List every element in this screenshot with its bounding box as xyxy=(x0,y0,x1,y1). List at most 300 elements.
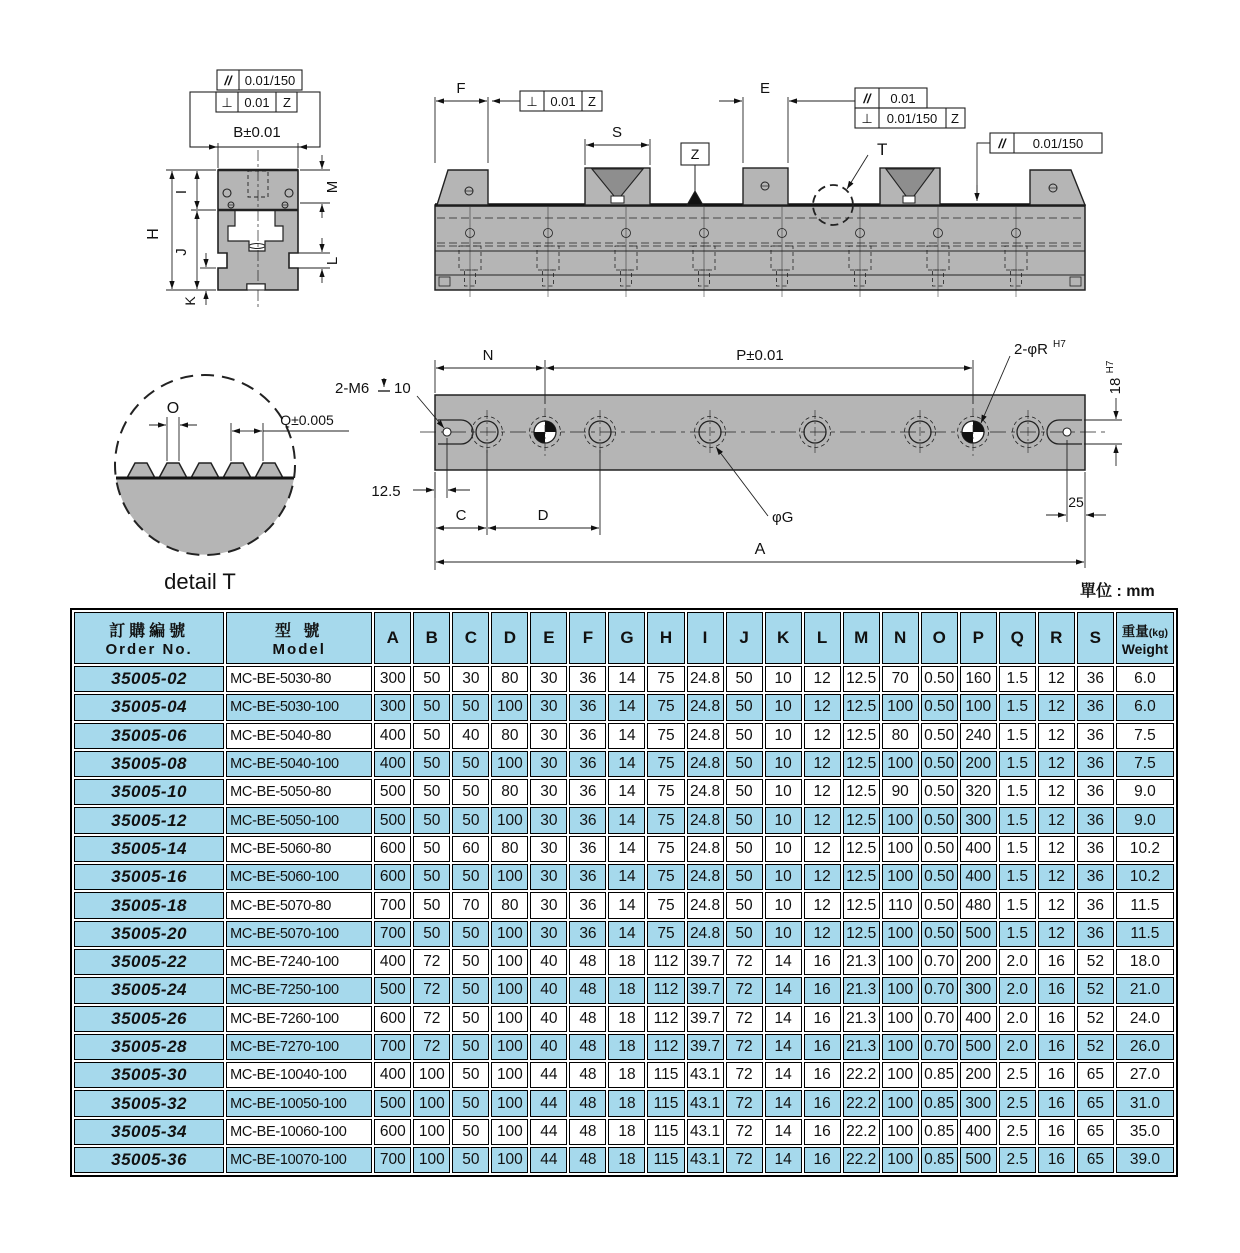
dim-r: 16 xyxy=(1038,1090,1075,1116)
dim-h: 112 xyxy=(647,1034,684,1060)
dim-l: 12 xyxy=(804,864,841,890)
dim-o: 0.50 xyxy=(921,694,958,720)
dim-k: 10 xyxy=(765,723,802,749)
dim-c: 50 xyxy=(452,1147,489,1173)
dim-s: 65 xyxy=(1077,1147,1114,1173)
m6-hole xyxy=(443,428,451,436)
weight: 39.0 xyxy=(1116,1147,1174,1173)
col-header-model: 型 號 Model xyxy=(226,612,372,664)
rail-body xyxy=(435,205,1085,290)
dim-d: 80 xyxy=(491,892,528,918)
dim-b: 72 xyxy=(413,977,450,1003)
dim-a: 600 xyxy=(374,1006,411,1032)
dim-c: 60 xyxy=(452,836,489,862)
order-no: 35005-28 xyxy=(74,1034,224,1060)
dim-n: 100 xyxy=(882,751,919,777)
dim-g: 18 xyxy=(608,1034,645,1060)
dim-b: 50 xyxy=(413,694,450,720)
dim-p: 500 xyxy=(960,1147,997,1173)
order-no: 35005-14 xyxy=(74,836,224,862)
dim-l: 12 xyxy=(804,836,841,862)
model: MC-BE-5030-100 xyxy=(226,694,372,720)
svg-text:0.01: 0.01 xyxy=(890,91,916,106)
dim-s: 65 xyxy=(1077,1119,1114,1145)
dim-l: 16 xyxy=(804,1147,841,1173)
dim-c: 50 xyxy=(452,694,489,720)
header-row xyxy=(74,612,1174,664)
dim-label-f: F xyxy=(456,80,466,97)
dim-c: 50 xyxy=(452,949,489,975)
dim-k: 14 xyxy=(765,1062,802,1088)
weight: 35.0 xyxy=(1116,1119,1174,1145)
col-header-g: G xyxy=(608,612,645,664)
dim-p: 300 xyxy=(960,977,997,1003)
dim-n: 90 xyxy=(882,779,919,805)
dim-r: 12 xyxy=(1038,921,1075,947)
model: MC-BE-5070-80 xyxy=(226,892,372,918)
dim-h: 112 xyxy=(647,977,684,1003)
dim-c: 50 xyxy=(452,1034,489,1060)
col-header-l: L xyxy=(804,612,841,664)
dim-f: 36 xyxy=(569,751,606,777)
svg-text:0.01/150: 0.01/150 xyxy=(1032,136,1084,151)
datum-z-flag xyxy=(681,143,709,205)
dim-a: 600 xyxy=(374,1119,411,1145)
dim-i: 43.1 xyxy=(687,1062,724,1088)
dim-r: 16 xyxy=(1038,1062,1075,1088)
dim-e: 30 xyxy=(530,921,567,947)
dim-g: 18 xyxy=(608,1062,645,1088)
dim-s: 52 xyxy=(1077,949,1114,975)
dim-j: 72 xyxy=(726,949,763,975)
dim-i: 24.8 xyxy=(687,864,724,890)
dim-l: 12 xyxy=(804,723,841,749)
dim-e: 30 xyxy=(530,694,567,720)
dim-q: 1.5 xyxy=(999,751,1036,777)
dim-r: 16 xyxy=(1038,1034,1075,1060)
weight: 24.0 xyxy=(1116,1006,1174,1032)
clamp-blocks xyxy=(437,168,1085,205)
dim-q: 1.5 xyxy=(999,694,1036,720)
dim-s: 52 xyxy=(1077,1034,1114,1060)
dim-s: 65 xyxy=(1077,1062,1114,1088)
dim-s: 36 xyxy=(1077,921,1114,947)
dim-e: 30 xyxy=(530,892,567,918)
side-fcf-stack xyxy=(855,88,965,128)
table-row xyxy=(74,694,1174,720)
dim-label-25: 25 xyxy=(1068,494,1084,510)
dim-o: 0.85 xyxy=(921,1090,958,1116)
dim-p: 300 xyxy=(960,807,997,833)
callout-tap-depth: 10 xyxy=(394,380,411,397)
datum-triangle xyxy=(687,191,703,205)
dim-b: 50 xyxy=(413,723,450,749)
dim-a: 600 xyxy=(374,864,411,890)
dim-i: 39.7 xyxy=(687,949,724,975)
dim-d: 100 xyxy=(491,921,528,947)
dim-e: 30 xyxy=(530,779,567,805)
dim-p: 200 xyxy=(960,751,997,777)
dim-m: 22.2 xyxy=(843,1090,880,1116)
spec-table-body xyxy=(74,666,1174,1173)
dim-g: 14 xyxy=(608,836,645,862)
dim-o: 0.50 xyxy=(921,723,958,749)
dim-n: 100 xyxy=(882,864,919,890)
dim-b: 100 xyxy=(413,1147,450,1173)
dim-l: 16 xyxy=(804,1062,841,1088)
dim-b: 50 xyxy=(413,751,450,777)
dim-a: 400 xyxy=(374,723,411,749)
dim-m: 12.5 xyxy=(843,723,880,749)
dim-d: 100 xyxy=(491,751,528,777)
dim-k: 14 xyxy=(765,977,802,1003)
dim-j: 72 xyxy=(726,1062,763,1088)
detail-t-drawing xyxy=(85,355,355,605)
dim-n: 100 xyxy=(882,1034,919,1060)
dim-n: 100 xyxy=(882,921,919,947)
dim-p: 160 xyxy=(960,666,997,692)
order-no: 35005-22 xyxy=(74,949,224,975)
dim-r: 16 xyxy=(1038,1119,1075,1145)
col-header-r: R xyxy=(1038,612,1075,664)
dim-a: 600 xyxy=(374,836,411,862)
dim-s: 36 xyxy=(1077,892,1114,918)
dim-j: 72 xyxy=(726,1006,763,1032)
dim-h: 75 xyxy=(647,666,684,692)
detail-caption: detail T xyxy=(164,569,236,594)
dim-label-n: N xyxy=(482,347,494,364)
svg-text:0.01: 0.01 xyxy=(244,95,270,110)
dim-d: 100 xyxy=(491,694,528,720)
dim-k: 14 xyxy=(765,1147,802,1173)
dim-l: 12 xyxy=(804,921,841,947)
svg-text:Z: Z xyxy=(283,95,291,110)
dim-j: 50 xyxy=(726,864,763,890)
dim-l: 12 xyxy=(804,694,841,720)
dim-i: 24.8 xyxy=(687,921,724,947)
model: MC-BE-10070-100 xyxy=(226,1147,372,1173)
dim-c: 30 xyxy=(452,666,489,692)
dim-l: 12 xyxy=(804,779,841,805)
dim-r: 12 xyxy=(1038,864,1075,890)
dim-f: 48 xyxy=(569,1062,606,1088)
dim-s: 36 xyxy=(1077,807,1114,833)
dim-label-i: I xyxy=(173,189,190,195)
dim-p: 200 xyxy=(960,949,997,975)
dim-n: 100 xyxy=(882,807,919,833)
tap-callout xyxy=(335,378,444,428)
dim-a: 300 xyxy=(374,666,411,692)
dim-r: 16 xyxy=(1038,1006,1075,1032)
col-header-b: B xyxy=(413,612,450,664)
left-dimensions xyxy=(145,170,216,306)
depth-symbol-icon xyxy=(378,378,390,391)
table-row xyxy=(74,666,1174,692)
model: MC-BE-5060-80 xyxy=(226,836,372,862)
plan-view-drawing xyxy=(320,330,1220,605)
col-header-q: Q xyxy=(999,612,1036,664)
e-dimension xyxy=(719,80,855,163)
dim-s: 65 xyxy=(1077,1090,1114,1116)
dim-b: 50 xyxy=(413,921,450,947)
dim-h: 75 xyxy=(647,836,684,862)
dim-label-m: M xyxy=(324,180,341,194)
dim-n: 100 xyxy=(882,1090,919,1116)
dim-d: 100 xyxy=(491,1034,528,1060)
dim-a: 700 xyxy=(374,1034,411,1060)
model: MC-BE-5040-100 xyxy=(226,751,372,777)
dim-label-18-sup: H7 xyxy=(1105,360,1116,374)
callout-pin-sup: H7 xyxy=(1053,339,1066,350)
dim-q: 2.5 xyxy=(999,1119,1036,1145)
dim-b: 72 xyxy=(413,1006,450,1032)
order-no: 35005-10 xyxy=(74,779,224,805)
svg-text:0.01/150: 0.01/150 xyxy=(886,111,938,126)
dim-p: 480 xyxy=(960,892,997,918)
o-dimension xyxy=(149,400,197,461)
dim-h: 75 xyxy=(647,807,684,833)
dim-a: 500 xyxy=(374,977,411,1003)
dim-i: 43.1 xyxy=(687,1119,724,1145)
dim-k: 14 xyxy=(765,1119,802,1145)
dim-l: 16 xyxy=(804,1119,841,1145)
order-no: 35005-24 xyxy=(74,977,224,1003)
dim-e: 30 xyxy=(530,836,567,862)
dim-a: 700 xyxy=(374,921,411,947)
dim-d: 80 xyxy=(491,836,528,862)
dim-s: 36 xyxy=(1077,836,1114,862)
dim-m: 22.2 xyxy=(843,1062,880,1088)
dim-p: 400 xyxy=(960,836,997,862)
weight: 26.0 xyxy=(1116,1034,1174,1060)
dim-f: 36 xyxy=(569,836,606,862)
weight: 21.0 xyxy=(1116,977,1174,1003)
table-row xyxy=(74,1034,1174,1060)
order-no: 35005-36 xyxy=(74,1147,224,1173)
dim-e: 44 xyxy=(530,1147,567,1173)
col-header-s: S xyxy=(1077,612,1114,664)
dim-o: 0.70 xyxy=(921,1034,958,1060)
dim-d: 80 xyxy=(491,666,528,692)
spec-table-wrap xyxy=(70,608,1178,1177)
dim-e: 30 xyxy=(530,666,567,692)
col-header-j: J xyxy=(726,612,763,664)
dim-p: 500 xyxy=(960,921,997,947)
dim-g: 14 xyxy=(608,807,645,833)
dim-m: 12.5 xyxy=(843,666,880,692)
model: MC-BE-5050-100 xyxy=(226,807,372,833)
dim-label-h: H xyxy=(145,228,162,240)
weight: 11.5 xyxy=(1116,921,1174,947)
dim-h: 112 xyxy=(647,1006,684,1032)
dim-h: 112 xyxy=(647,949,684,975)
dim-f: 36 xyxy=(569,807,606,833)
dim-m: 21.3 xyxy=(843,1034,880,1060)
dim-p: 400 xyxy=(960,1006,997,1032)
dim-m: 21.3 xyxy=(843,977,880,1003)
dim-k: 10 xyxy=(765,892,802,918)
dim-a: 700 xyxy=(374,892,411,918)
dim-k: 14 xyxy=(765,1034,802,1060)
model: MC-BE-7260-100 xyxy=(226,1006,372,1032)
dim-i: 24.8 xyxy=(687,723,724,749)
col-header-order: 訂購編號 Order No. xyxy=(74,612,224,664)
dim-f: 36 xyxy=(569,892,606,918)
dim-s: 36 xyxy=(1077,694,1114,720)
dim-g: 14 xyxy=(608,892,645,918)
dim-h: 75 xyxy=(647,779,684,805)
serration-teeth xyxy=(127,463,283,478)
dim-j: 50 xyxy=(726,892,763,918)
col-header-c: C xyxy=(452,612,489,664)
dim-c: 50 xyxy=(452,1006,489,1032)
dim-h: 115 xyxy=(647,1147,684,1173)
order-no: 35005-08 xyxy=(74,751,224,777)
model: MC-BE-5040-80 xyxy=(226,723,372,749)
weight: 10.2 xyxy=(1116,864,1174,890)
dim-f: 48 xyxy=(569,977,606,1003)
dim-b: 100 xyxy=(413,1062,450,1088)
table-row xyxy=(74,751,1174,777)
dim-c: 50 xyxy=(452,1119,489,1145)
dim-r: 12 xyxy=(1038,723,1075,749)
dim-e: 40 xyxy=(530,1006,567,1032)
dim-m: 22.2 xyxy=(843,1119,880,1145)
dim-label-p: P±0.01 xyxy=(736,347,784,364)
dim-b: 50 xyxy=(413,807,450,833)
dim-d: 100 xyxy=(491,977,528,1003)
dim-g: 14 xyxy=(608,921,645,947)
dim-g: 14 xyxy=(608,694,645,720)
dim-f: 48 xyxy=(569,1090,606,1116)
dim-g: 18 xyxy=(608,1006,645,1032)
dim-l: 12 xyxy=(804,807,841,833)
weight: 18.0 xyxy=(1116,949,1174,975)
dim-e: 30 xyxy=(530,751,567,777)
dim-label-125: 12.5 xyxy=(371,483,401,500)
dim-q: 2.0 xyxy=(999,977,1036,1003)
dim-r: 16 xyxy=(1038,949,1075,975)
order-no: 35005-06 xyxy=(74,723,224,749)
dim-d: 100 xyxy=(491,864,528,890)
dim-label-18: 18 xyxy=(1107,377,1124,395)
dim-q: 1.5 xyxy=(999,807,1036,833)
datum-z-label: Z xyxy=(690,146,700,162)
dim-k: 14 xyxy=(765,1090,802,1116)
dim-r: 12 xyxy=(1038,779,1075,805)
dim-label-o: O xyxy=(166,400,180,417)
dim-b: 50 xyxy=(413,892,450,918)
dim-r: 12 xyxy=(1038,807,1075,833)
dim-i: 39.7 xyxy=(687,977,724,1003)
detail-t-ref: T xyxy=(877,140,888,159)
dim-f: 48 xyxy=(569,1034,606,1060)
dim-p: 320 xyxy=(960,779,997,805)
dim-n: 80 xyxy=(882,723,919,749)
model: MC-BE-10050-100 xyxy=(226,1090,372,1116)
dim-h: 115 xyxy=(647,1090,684,1116)
col-header-a: A xyxy=(374,612,411,664)
col-header-d: D xyxy=(491,612,528,664)
dim-n: 100 xyxy=(882,1147,919,1173)
dim-i: 24.8 xyxy=(687,694,724,720)
dim-r: 16 xyxy=(1038,1147,1075,1173)
dim-f: 36 xyxy=(569,864,606,890)
parallelism-symbol: // xyxy=(863,91,871,106)
dim-o: 0.70 xyxy=(921,1006,958,1032)
dim-n: 100 xyxy=(882,1006,919,1032)
dim-i: 24.8 xyxy=(687,807,724,833)
b-dimension xyxy=(196,124,320,168)
table-row xyxy=(74,1062,1174,1088)
dim-o: 0.70 xyxy=(921,977,958,1003)
dim-i: 24.8 xyxy=(687,836,724,862)
dim-f: 36 xyxy=(569,779,606,805)
dim-c: 70 xyxy=(452,892,489,918)
dim-o: 0.50 xyxy=(921,836,958,862)
dim-l: 12 xyxy=(804,751,841,777)
weight: 9.0 xyxy=(1116,779,1174,805)
dim-h: 115 xyxy=(647,1062,684,1088)
order-no: 35005-16 xyxy=(74,864,224,890)
dim-k: 10 xyxy=(765,864,802,890)
dim-k: 10 xyxy=(765,666,802,692)
section-view-drawing xyxy=(100,55,400,320)
svg-text:Z: Z xyxy=(588,94,596,109)
col-header-p: P xyxy=(960,612,997,664)
dim-q: 1.5 xyxy=(999,723,1036,749)
dim-d: 100 xyxy=(491,1147,528,1173)
dim-label-a: A xyxy=(754,541,766,558)
callout-g-label: φG xyxy=(772,509,794,526)
dim-s: 36 xyxy=(1077,751,1114,777)
dim-b: 100 xyxy=(413,1119,450,1145)
dim-b: 72 xyxy=(413,1034,450,1060)
col-header-k: K xyxy=(765,612,802,664)
dim-n: 110 xyxy=(882,892,919,918)
dim-p: 300 xyxy=(960,1090,997,1116)
dim-g: 14 xyxy=(608,864,645,890)
dim-g: 18 xyxy=(608,1147,645,1173)
model: MC-BE-5050-80 xyxy=(226,779,372,805)
dim-r: 12 xyxy=(1038,666,1075,692)
dim-q: 2.0 xyxy=(999,949,1036,975)
dim-i: 43.1 xyxy=(687,1090,724,1116)
dim-f: 48 xyxy=(569,1006,606,1032)
dim-r: 12 xyxy=(1038,892,1075,918)
model: MC-BE-10040-100 xyxy=(226,1062,372,1088)
dim-g: 14 xyxy=(608,723,645,749)
weight: 7.5 xyxy=(1116,751,1174,777)
dim-n: 100 xyxy=(882,836,919,862)
dim-o: 0.50 xyxy=(921,921,958,947)
dim-j: 72 xyxy=(726,977,763,1003)
dim-p: 400 xyxy=(960,864,997,890)
dim-p: 200 xyxy=(960,1062,997,1088)
dim-p: 400 xyxy=(960,1119,997,1145)
dim-label-j: J xyxy=(173,248,190,256)
order-no: 35005-02 xyxy=(74,666,224,692)
parallelism-symbol: // xyxy=(998,136,1006,151)
dim-p: 500 xyxy=(960,1034,997,1060)
col-header-e: E xyxy=(530,612,567,664)
dim-s: 52 xyxy=(1077,1006,1114,1032)
dim-e: 40 xyxy=(530,977,567,1003)
dim-l: 16 xyxy=(804,1034,841,1060)
col-header-o: O xyxy=(921,612,958,664)
dim-a: 500 xyxy=(374,807,411,833)
dim-f: 36 xyxy=(569,666,606,692)
